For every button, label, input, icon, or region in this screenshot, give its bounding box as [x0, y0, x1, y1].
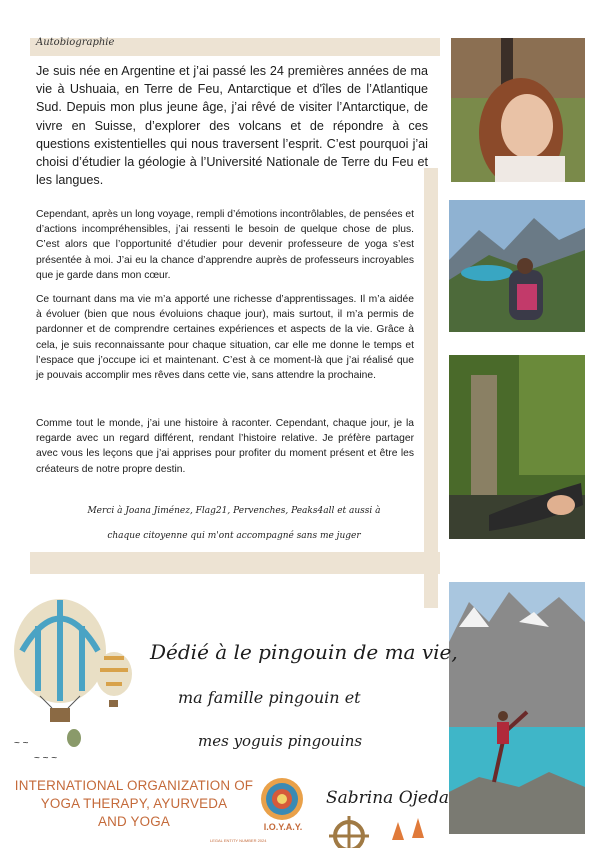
legal-entity-number: LEGAL ENTITY NUMBER 2024 [210, 838, 267, 843]
portrait-photo [451, 38, 585, 182]
yoga-forest-photo [449, 355, 585, 539]
org-line-3: AND YOGA [97, 814, 171, 829]
intro-paragraph: Je suis née en Argentine et j’ai passé les 24 premières années de ma vie à Ushuaia, en Terre de Feu, Antarctique et d'îles de l’Atlantique Sud. Depuis mon plus jeune âge, j’ai rêvé de visiter l’Antarctique, de vivre en Suisse, d’explorer des volcans et de répondre à ces questions existentielles qui nous traversent l’esprit. C’est pourquoi j’ai choisi d’étudier la géologie à l’Université Nationale de Terre du Feu et les langues. [36, 64, 428, 188]
horizontal-divider-bar [30, 552, 440, 574]
svg-text:~ ~: ~ ~ [14, 738, 29, 749]
dedication-line-2: ma famille pingouin et [178, 688, 361, 707]
thanks-line-1: Merci à Joana Jiménez, Flag21, Pervenches, Peaks4all et aussi à [87, 506, 381, 516]
dedication-line-3: mes yoguis pingouins [198, 732, 363, 750]
org-line-1: INTERNATIONAL ORGANIZATION OF [14, 778, 254, 793]
thanks-line-2: chaque citoyenne qui m'ont accompagné sans me juger [107, 531, 361, 541]
body-paragraph-1: Cependant, après un long voyage, rempli d’émotions incontrôlables, de pensées et d’actions incompréhensibles, j’ai ressenti le besoin de quelque chose de plus. C’est alors que l’opportunité d’étudier pour devenir professeure de yoga s’est présentée à moi. J’ai eu la chance d’apprendre auprès de professeurs incroyables que je garde dans mon cœur. [36, 209, 414, 281]
footprints-icon [386, 812, 436, 842]
body-paragraph-3: Comme tout le monde, j’ai une histoire à raconter. Cependant, chaque jour, je la regarde avec un regard différent, rendant l’histoire relative. Je préfère partager avec vous les leçons que j’ai apprises pour profiter du moment présent et être les créateurs de notre propre destin. [36, 418, 414, 475]
mountain-lake-photo [449, 200, 585, 332]
ioyay-acronym: I.O.Y.A.Y. [263, 822, 303, 832]
section-tag: Autobiographie [36, 37, 115, 48]
org-line-2: YOGA THERAPY, AYURVEDA [40, 796, 228, 811]
svg-text:~ ~ ~: ~ ~ ~ [34, 753, 58, 764]
ship-wheel-icon [324, 812, 374, 848]
dedication-line-1: Dédié à le pingouin de ma vie, [150, 640, 458, 664]
ioyay-mandala-logo [258, 776, 306, 822]
signature: Sabrina Ojeda [326, 788, 450, 808]
balloons-illustration [8, 596, 158, 766]
mountain-yoga-pose-photo [449, 582, 585, 834]
body-paragraph-2: Ce tournant dans ma vie m’a apporté une richesse d’apprentissages. Il m’a aidée à évoluer (bien que nous évoluions chaque jour), mais surtout, il m’a permis de pardonner et de comprendre certaines expériences et aspects de la vie. Grâce à cela, je suis reconnaissante pour chaque situation, car elle me donne le temps et l’espace que j’occupe ici et maintenant. C’est à ce moment-là que j’ai réalisé que je pouvais accomplir mes rêves dans cette vie, sans attendre la prochaine. [36, 294, 414, 382]
